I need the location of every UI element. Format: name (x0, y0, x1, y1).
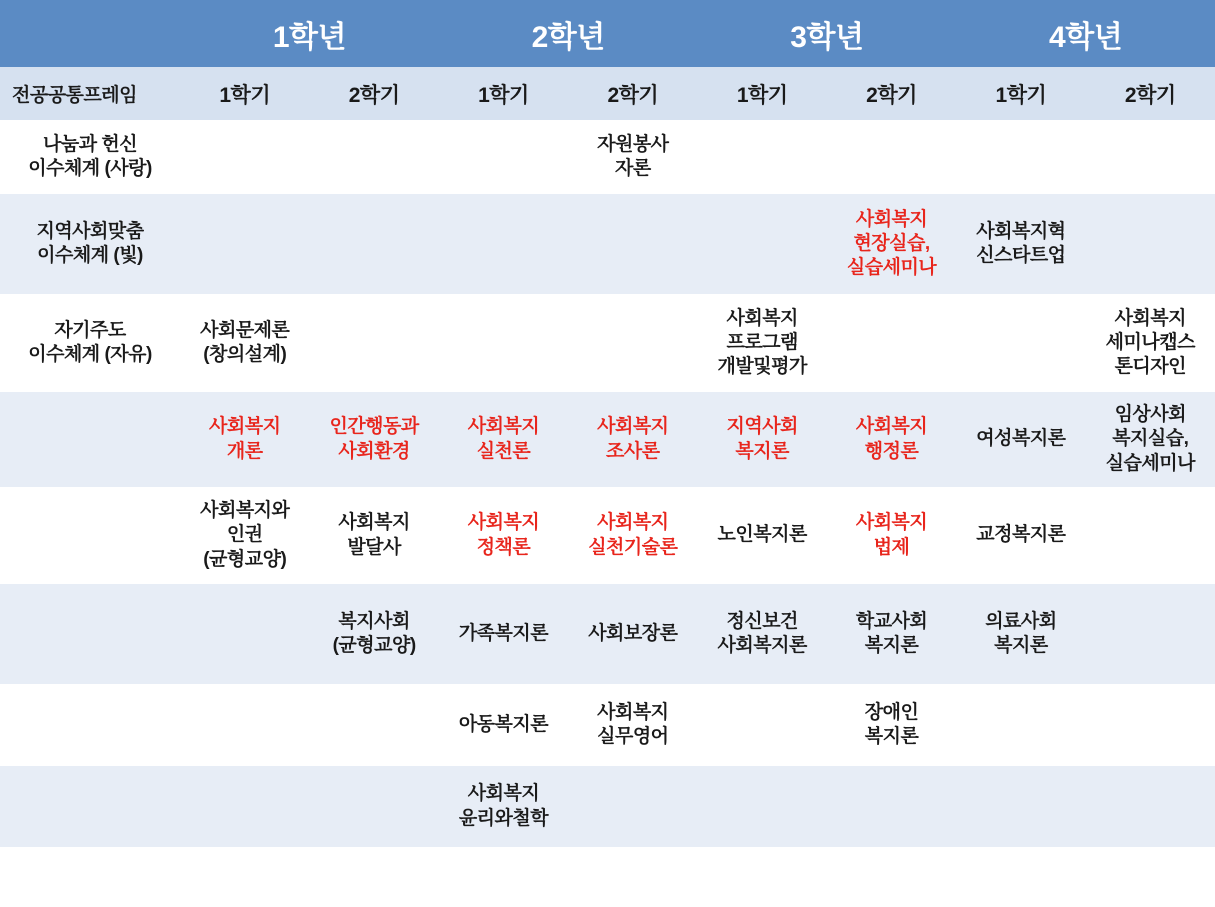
course-name-line: 정책론 (476, 536, 531, 558)
frame-label-cell (0, 194, 180, 294)
course-cell (698, 392, 827, 487)
empty-cell (827, 766, 956, 847)
course-name-line: 실천론 (476, 440, 531, 462)
course-cell (180, 294, 309, 392)
course-name-line: 현장실습, (853, 232, 930, 254)
year-header-1: 1학년 (180, 0, 439, 67)
course-name-line: 사회복지 (597, 512, 669, 534)
course-name-line: 복지사회 (338, 610, 410, 632)
course-cell (956, 584, 1085, 684)
course-name-line: 사회복지 (467, 512, 540, 534)
course-cell (439, 684, 568, 766)
course-name-line: 법제 (873, 536, 910, 558)
empty-cell (180, 684, 309, 766)
empty-cell (309, 684, 438, 766)
empty-cell (827, 294, 956, 392)
course-name-line: 사회복지 (467, 416, 540, 438)
table-body (0, 120, 1215, 847)
course-name-line: 신스타트업 (976, 245, 1066, 266)
course-name-line: 윤리와철학 (458, 807, 549, 829)
empty-cell (827, 120, 956, 194)
course-name-line: 사회복지 (726, 307, 798, 329)
course-name-line: 학교사회 (855, 610, 928, 632)
empty-cell (568, 194, 697, 294)
course-name-line: 사회환경 (338, 440, 410, 462)
empty-cell (309, 194, 438, 294)
course-name-line: 사회복지 (855, 512, 928, 534)
table-row (0, 294, 1215, 392)
frame-label-cell (0, 684, 180, 766)
course-name-line: 사회복지론 (717, 635, 807, 656)
frame-label-line: 이수체계 (빛) (37, 245, 143, 266)
empty-cell (439, 194, 568, 294)
course-name-line: 아동복지론 (458, 713, 549, 735)
empty-cell (698, 120, 827, 194)
course-name-line: 사회복지 (597, 416, 669, 438)
table-row (0, 487, 1215, 584)
course-name-line: 자론 (614, 158, 651, 179)
course-name-line: 발달사 (347, 536, 401, 558)
course-cell (698, 584, 827, 684)
course-name-line: 노인복지론 (717, 524, 807, 546)
empty-cell (698, 194, 827, 294)
course-cell (1086, 392, 1215, 487)
course-name-line: 실습세미나 (1105, 452, 1195, 474)
frame-label-cell (0, 120, 180, 194)
frame-label-cell (0, 766, 180, 847)
course-name-line: 복지론 (864, 726, 919, 747)
course-name-line: (창의설계) (203, 344, 287, 365)
course-cell (827, 392, 956, 487)
course-name-line: 개발및평가 (717, 356, 807, 378)
course-name-line: 사회문제론 (200, 319, 290, 341)
empty-cell (309, 766, 438, 847)
course-cell (439, 487, 568, 584)
course-cell (309, 584, 438, 684)
year-header-row (0, 0, 1215, 67)
course-name-line: 행정론 (864, 440, 919, 462)
course-name-line: 사회복지 (209, 416, 281, 438)
course-cell (180, 392, 309, 487)
course-cell (698, 487, 827, 584)
course-name-line: 조사론 (606, 440, 660, 462)
course-name-line: 프로그램 (726, 331, 798, 353)
course-name-line: 개론 (226, 440, 263, 462)
year-header-2: 2학년 (439, 0, 698, 67)
frame-column-header: 전공공통프레임 (0, 67, 180, 120)
empty-cell (309, 294, 438, 392)
course-name-line: (균형교양) (332, 635, 416, 656)
empty-cell (956, 294, 1085, 392)
course-name-line: 톤디자인 (1114, 356, 1186, 378)
semester-header-5: 1학기 (698, 67, 827, 120)
frame-label-line: 자기주도 (54, 319, 126, 341)
empty-cell (698, 684, 827, 766)
empty-cell (1086, 766, 1215, 847)
course-name-line: 사회복지 (855, 208, 928, 230)
empty-cell (956, 766, 1085, 847)
empty-cell (180, 766, 309, 847)
semester-header-4: 2학기 (568, 67, 697, 120)
course-name-line: 사회보장론 (588, 622, 678, 644)
course-name-line: 여성복지론 (976, 428, 1066, 450)
table-row (0, 194, 1215, 294)
course-name-line: (균형교양) (203, 548, 287, 570)
course-cell (568, 487, 697, 584)
course-name-line: 복지론 (735, 440, 789, 462)
empty-cell (180, 584, 309, 684)
empty-cell (439, 120, 568, 194)
empty-cell (180, 120, 309, 194)
year-header-4: 4학년 (956, 0, 1215, 67)
table-row (0, 584, 1215, 684)
semester-header-row (0, 67, 1215, 120)
semester-header-7: 1학기 (956, 67, 1085, 120)
semester-header-1: 1학기 (180, 67, 309, 120)
empty-cell (956, 120, 1085, 194)
course-name-line: 복지론 (864, 635, 919, 656)
frame-label-cell (0, 487, 180, 584)
course-cell (568, 684, 697, 766)
table-row (0, 120, 1215, 194)
empty-cell (180, 194, 309, 294)
course-name-line: 실습세미나 (846, 257, 937, 279)
course-cell (827, 487, 956, 584)
course-name-line: 장애인 (864, 701, 919, 723)
frame-label-line: 지역사회맞춤 (36, 220, 144, 242)
course-name-line: 임상사회 (1114, 404, 1186, 426)
course-name-line: 사회복지 (467, 783, 540, 805)
course-cell (568, 120, 697, 194)
course-name-line: 인권 (226, 524, 263, 546)
course-name-line: 사회복지 (597, 701, 669, 723)
semester-header-8: 2학기 (1086, 67, 1215, 120)
frame-label-cell (0, 392, 180, 487)
empty-cell (568, 294, 697, 392)
course-name-line: 실천기술론 (588, 536, 678, 558)
course-name-line: 인간행동과 (329, 416, 419, 438)
course-name-line: 복지론 (994, 635, 1048, 656)
frame-label-line: 이수체계 (자유) (28, 344, 152, 365)
empty-cell (568, 766, 697, 847)
course-name-line: 복지실습, (1112, 428, 1189, 450)
course-name-line: 교정복지론 (976, 524, 1066, 546)
course-name-line: 지역사회 (726, 416, 798, 438)
frame-label-line: 나눔과 헌신 (43, 133, 138, 155)
course-name-line: 정신보건 (726, 610, 798, 632)
header-corner-cell (0, 0, 180, 67)
course-name-line: 사회복지 (1114, 307, 1186, 329)
course-cell (827, 194, 956, 294)
course-name-line: 사회복지 (338, 512, 410, 534)
course-name-line: 사회복지 (855, 416, 928, 438)
course-cell (956, 487, 1085, 584)
course-name-line: 실무영어 (597, 726, 669, 747)
course-cell (439, 584, 568, 684)
course-cell (439, 766, 568, 847)
course-cell (568, 584, 697, 684)
table-header (0, 0, 1215, 120)
semester-header-3: 1학기 (439, 67, 568, 120)
table-row (0, 766, 1215, 847)
table-row (0, 684, 1215, 766)
frame-label-cell (0, 584, 180, 684)
course-name-line: 자원봉사 (597, 133, 669, 155)
course-cell (698, 294, 827, 392)
frame-label-cell (0, 294, 180, 392)
semester-header-6: 2학기 (827, 67, 956, 120)
course-cell (827, 584, 956, 684)
empty-cell (1086, 487, 1215, 584)
empty-cell (698, 766, 827, 847)
course-cell (956, 392, 1085, 487)
empty-cell (309, 120, 438, 194)
empty-cell (1086, 684, 1215, 766)
empty-cell (439, 294, 568, 392)
course-cell (956, 194, 1085, 294)
course-name-line: 가족복지론 (458, 622, 549, 644)
course-cell (1086, 294, 1215, 392)
course-name-line: 사회복지와 (200, 500, 290, 522)
course-name-line: 의료사회 (985, 610, 1057, 632)
course-cell (309, 392, 438, 487)
year-header-3: 3학년 (698, 0, 957, 67)
course-cell (439, 392, 568, 487)
course-name-line: 사회복지혁 (976, 220, 1066, 242)
course-cell (568, 392, 697, 487)
course-cell (309, 487, 438, 584)
frame-label-line: 이수체계 (사랑) (28, 158, 152, 179)
course-name-line: 세미나캡스 (1105, 331, 1195, 353)
table-row (0, 392, 1215, 487)
empty-cell (1086, 584, 1215, 684)
semester-header-2: 2학기 (309, 67, 438, 120)
empty-cell (956, 684, 1085, 766)
empty-cell (1086, 194, 1215, 294)
course-cell (180, 487, 309, 584)
course-cell (827, 684, 956, 766)
empty-cell (1086, 120, 1215, 194)
